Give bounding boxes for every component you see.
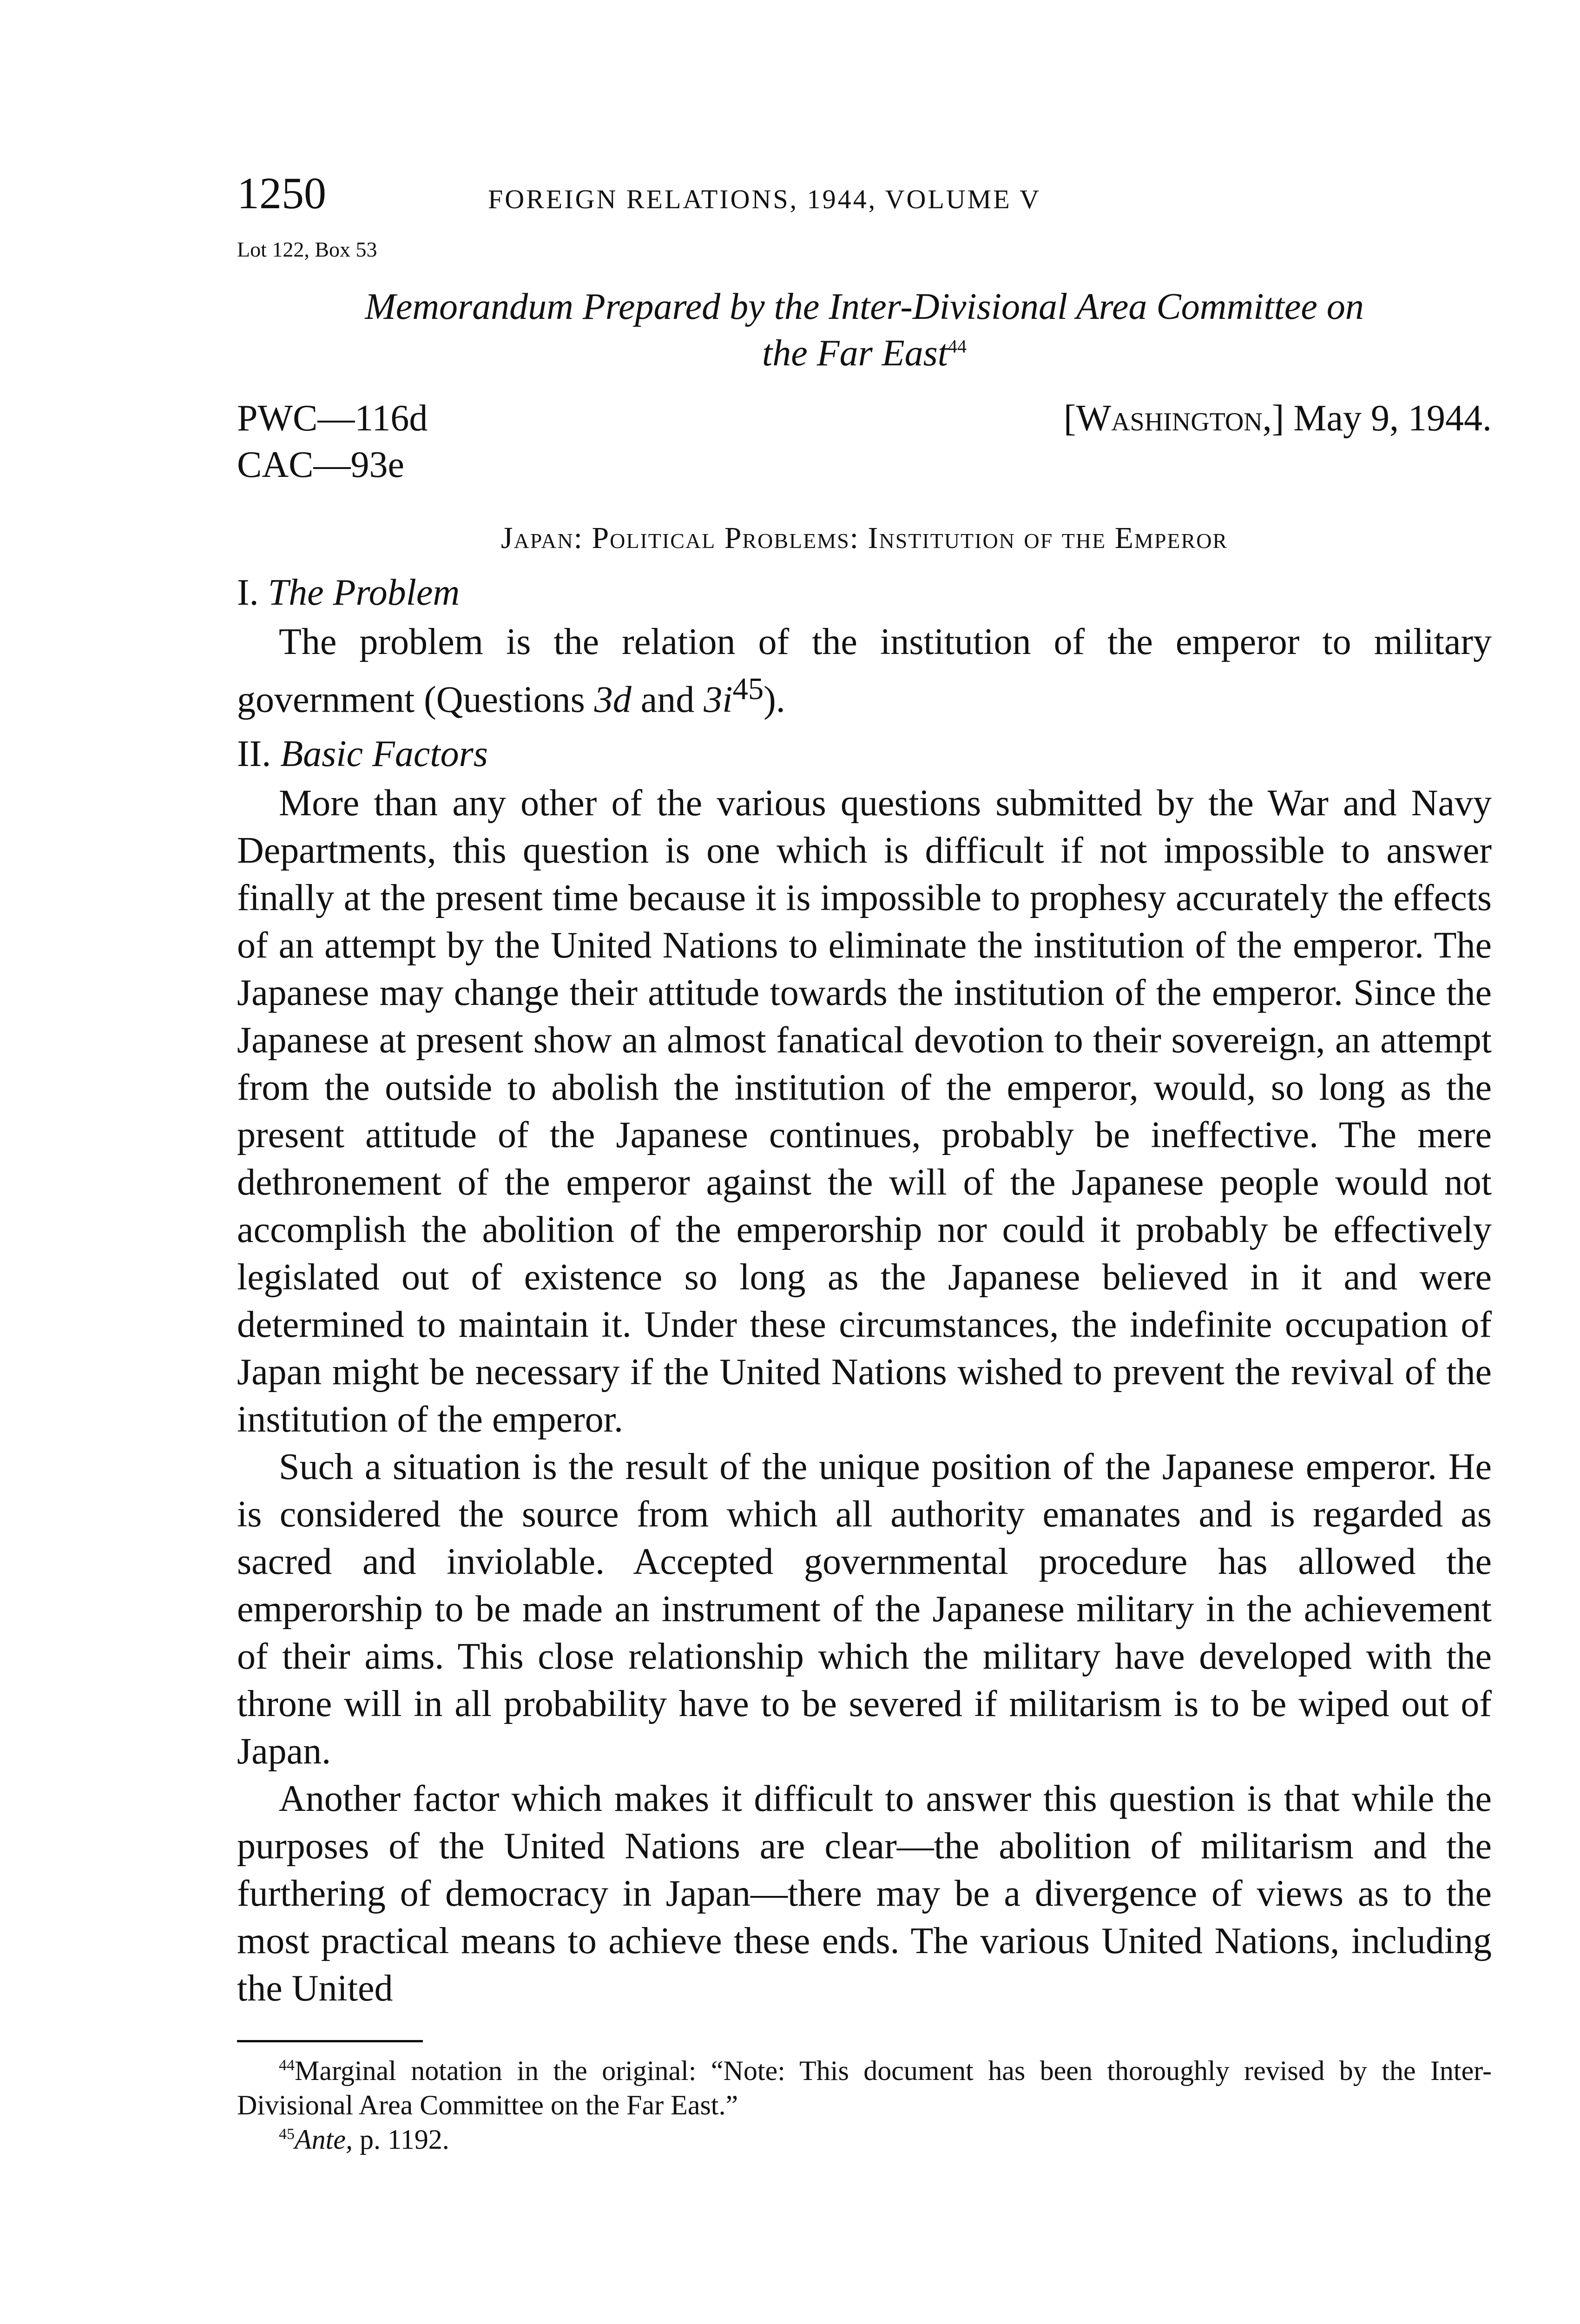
question-ref-3d: 3d: [594, 679, 632, 720]
footnotes: [237, 2053, 1492, 2157]
running-head: [237, 167, 1492, 218]
page-number: 1250: [237, 168, 326, 218]
section-1-text-c: ).: [764, 679, 785, 720]
footnote-ref-44: 44: [948, 336, 967, 357]
place: [Washington,]: [1063, 398, 1284, 439]
lot-reference: Lot 122, Box 53: [237, 238, 377, 261]
section-2-paragraph-2: Such a situation is the result of the unique position of the Japanese emperor. He is considered the source from which all authority emanates and is regarded as sacred and inviolable. Accepted governmental procedure has allowed the emperorship to be made an instrument of the Japanese military in the achievement of their aims. This close relationship which the military have developed with the throne will in all probability have to be severed if militarism is to be wiped out of Japan.: [237, 1446, 1492, 1772]
section-1-text-b: and: [631, 679, 704, 720]
section-2-paragraph-1: More than any other of the various questions submitted by the War and Navy Departments, this question is one which is difficult if not impossible to answer finally at the present time because it is impossible to prophesy accurately the effects of an attempt by the United Nations to eliminate the institution of the emperor. The Japanese may change their attitude towards the institution of the emperor. Since the Japanese at present show an almost fanatical devotion to their sovereign, an attempt from the outside to abolish the institution of the emperor, would, so long as the present attitude of the Japanese continues, probably be ineffective. The mere dethronement of the emperor against the will of the Japanese people would not accomplish the abolition of the emperorship nor could it probably be effectively legislated out of existence so long as the Japanese believed in it and were determined to maintain it. Under these circumstances, the indefinite occupation of Japan might be necessary if the United Nations wished to prevent the revival of the institution of the emperor.: [237, 782, 1492, 1440]
code-pwc: PWC—116d: [237, 398, 428, 439]
section-1-title: The Problem: [268, 572, 460, 613]
footnote-45-page: p. 1192.: [359, 2124, 449, 2155]
memo-title: [237, 284, 1492, 376]
section-2-title: Basic Factors: [280, 733, 488, 774]
section-1-paragraph: [237, 618, 1492, 724]
memo-title-line-2-text: the Far East: [762, 333, 948, 374]
place-date: [1064, 395, 1492, 488]
footnote-ref-45: 45: [732, 672, 764, 706]
section-2-numeral: II.: [237, 733, 271, 774]
footnote-divider: [237, 2040, 423, 2042]
footnote-45-ante: Ante,: [295, 2124, 353, 2155]
section-1-heading: [237, 567, 1492, 618]
question-ref-3i: 3i: [704, 679, 733, 720]
footnote-44: [237, 2053, 1492, 2122]
section-2-heading: [237, 728, 1492, 779]
code-cac: CAC—93e: [237, 444, 404, 485]
section-1-text-a: The problem is the relation of the institution of the emperor to military government (Questions: [237, 621, 1492, 720]
footnote-44-text: Marginal notation in the original: “Note: This document has been thoroughly revised by the Inter-Divisional Area Committee on the Far East.”: [237, 2055, 1492, 2120]
memo-title-line-1: Memorandum Prepared by the Inter-Divisional Area Committee on: [365, 286, 1364, 327]
memo-title-line-2: [237, 330, 1492, 376]
section-1-numeral: I.: [237, 572, 259, 613]
footnote-45: [237, 2122, 1492, 2157]
subject-heading: Japan: Political Problems: Institution of the Emperor: [500, 521, 1228, 555]
document-identifiers: [237, 395, 1492, 488]
date: May 9, 1944.: [1293, 398, 1492, 439]
section-2-paragraph-3: Another factor which makes it difficult to answer this question is that while the purposes of the United Nations are clear—the abolition of militarism and the furthering of democracy in Japan—there may be a divergence of views as to the most practical means to achieve these ends. The various United Nations, including the United: [237, 1778, 1492, 2009]
footnote-45-number: 45: [279, 2125, 295, 2143]
document-page: [237, 167, 1492, 2157]
document-codes: [237, 395, 428, 488]
footnote-44-number: 44: [279, 2056, 295, 2074]
journal-title: FOREIGN RELATIONS, 1944, VOLUME V: [488, 184, 1041, 214]
